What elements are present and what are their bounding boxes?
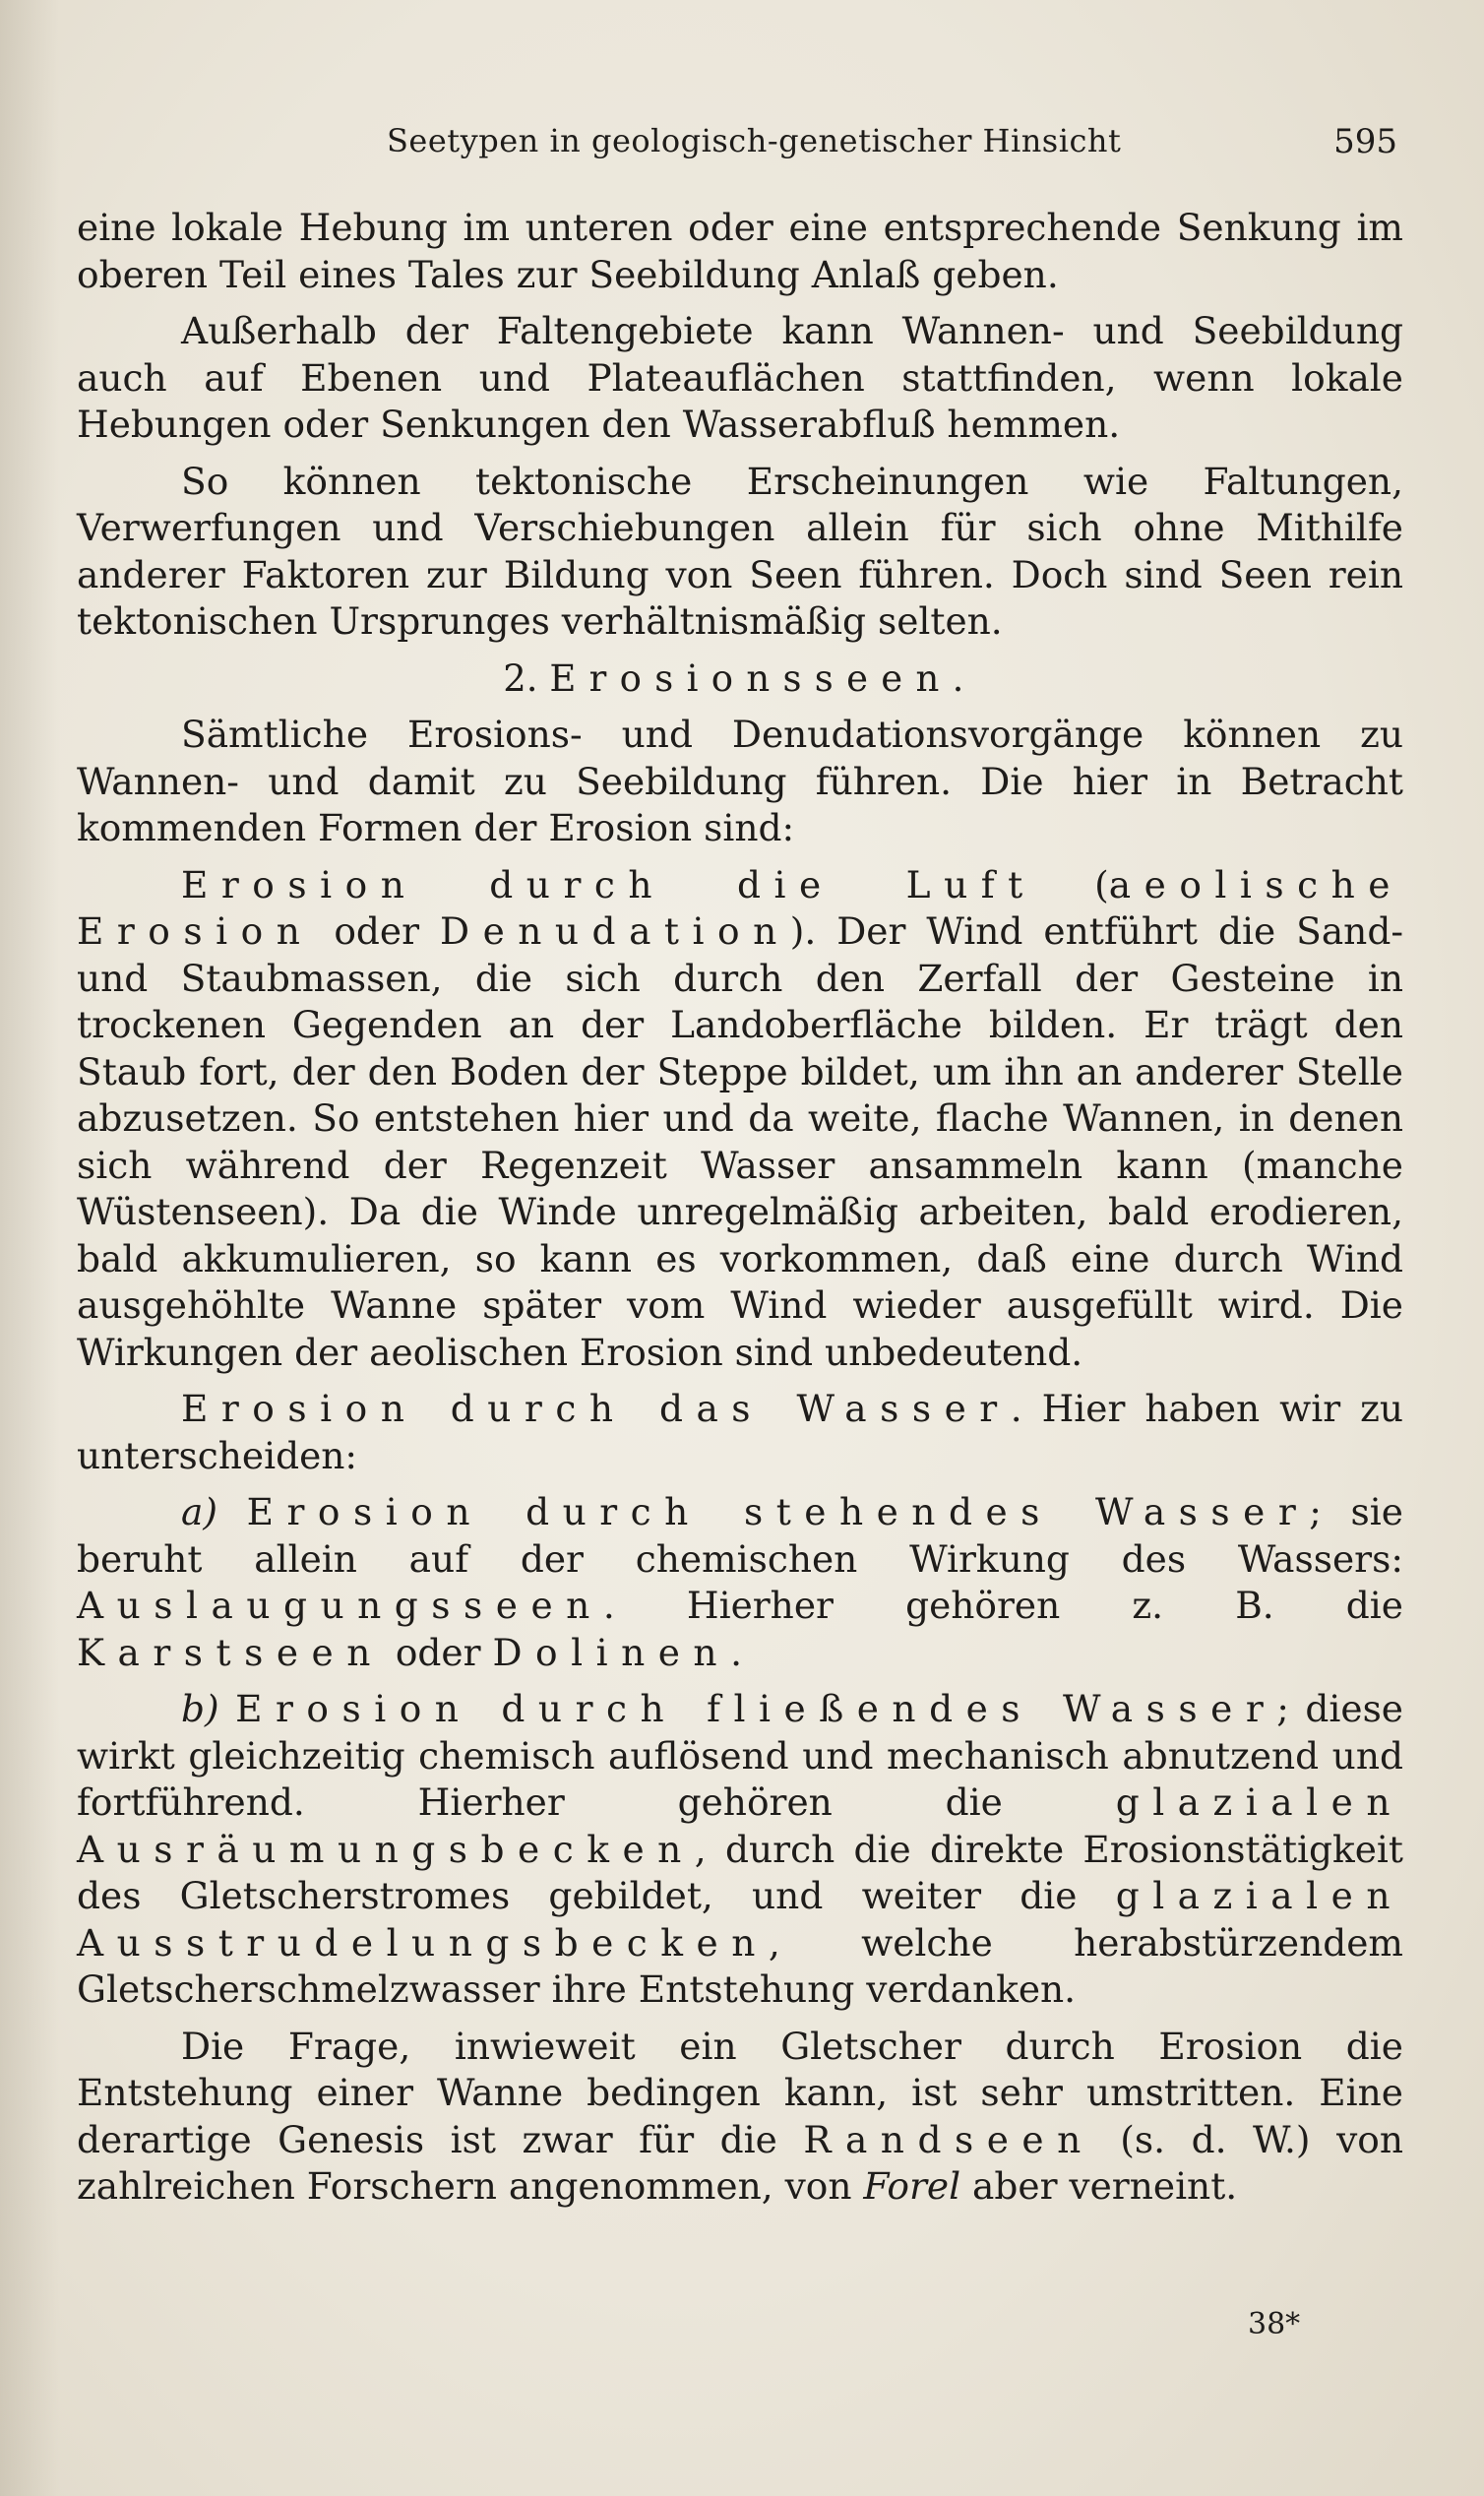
section-heading: 2. Erosionsseen.	[503, 656, 977, 700]
paragraph-3: So können tektonische Erscheinungen wie Faltungen, Verwerfungen und Verschiebungen allein für sich ohne Mithilfe anderer Faktoren zur Bildung von Seen führen. Doch sind Seen rein tektonischen Ursprunges verhältnismäßig selten.	[77, 459, 1403, 643]
paragraph-6: Erosion durch das Wasser. Hier haben wir zu unterscheiden:	[77, 1387, 1404, 1477]
page-number: 595	[1333, 122, 1397, 161]
paragraph-b: b) Erosion durch fließendes Wasser; diese wirkt gleichzeitig chemisch auflösend und mechanisch abnutzend und fortführend. Hierher gehören die glazialen Ausräumungsbecken, durch die direkte Erosionstätigkeit des Gletscherstromes gebildet, und weiter die glazialen Ausstrudelungsbecken, welche herabstürzendem Gletscherschmelzwasser ihre Entstehung verdanken.	[77, 1687, 1404, 2011]
paragraph-4: Sämtliche Erosions- und Denudationsvorgänge können zu Wannen- und damit zu Seebildung führen. Die hier in Betracht kommenden Formen der Erosion sind:	[77, 713, 1403, 849]
signature-mark: 38*	[1248, 2307, 1301, 2341]
running-head: Seetypen in geologisch-genetischer Hinsicht	[387, 122, 1122, 159]
page-header	[77, 116, 1403, 165]
paragraph-7: Die Frage, inwieweit ein Gletscher durch Erosion die Entstehung einer Wanne bedingen kann, ist sehr umstritten. Eine derartige Genesis ist zwar für die Randseen (s. d. W.) von zahlreichen Forschern angenommen, von Forel aber verneint.	[77, 2024, 1403, 2208]
page-body	[77, 205, 1403, 2220]
paragraph-a: a) Erosion durch stehendes Wasser; sie beruht allein auf der chemischen Wirkung des Wassers: Auslaugungsseen. Hierher gehören z. B. die Karstseen oder Dolinen.	[77, 1490, 1403, 1674]
paragraph-1: eine lokale Hebung im unteren oder eine entsprechende Senkung im oberen Teil eines Tales zur Seebildung Anlaß geben.	[77, 206, 1403, 296]
paragraph-2: Außerhalb der Faltengebiete kann Wannen- und Seebildung auch auf Ebenen und Plateauflächen stattfinden, wenn lokale Hebungen oder Senkungen den Wasserabfluß hemmen.	[77, 309, 1403, 446]
page-gutter-shadow	[0, 0, 59, 2496]
paragraph-5: Erosion durch die Luft (aeolische Erosion oder Denudation). Der Wind entführt die Sand- und Staubmassen, die sich durch den Zerfall der Gesteine in trockenen Gegenden an der Landoberfläche bilden. Er trägt den Staub fort, der den Boden der Steppe bildet, um ihn an anderer Stelle abzusetzen. So entstehen hier und da weite, flache Wannen, in denen sich während der Regenzeit Wasser ansammeln kann (manche Wüstenseen). Da die Winde unregelmäßig arbeiten, bald erodieren, bald akkumulieren, so kann es vorkommen, daß eine durch Wind ausgehöhlte Wanne später vom Wind wieder ausgefüllt wird. Die Wirkungen der aeolischen Erosion sind unbedeutend.	[77, 862, 1404, 1374]
